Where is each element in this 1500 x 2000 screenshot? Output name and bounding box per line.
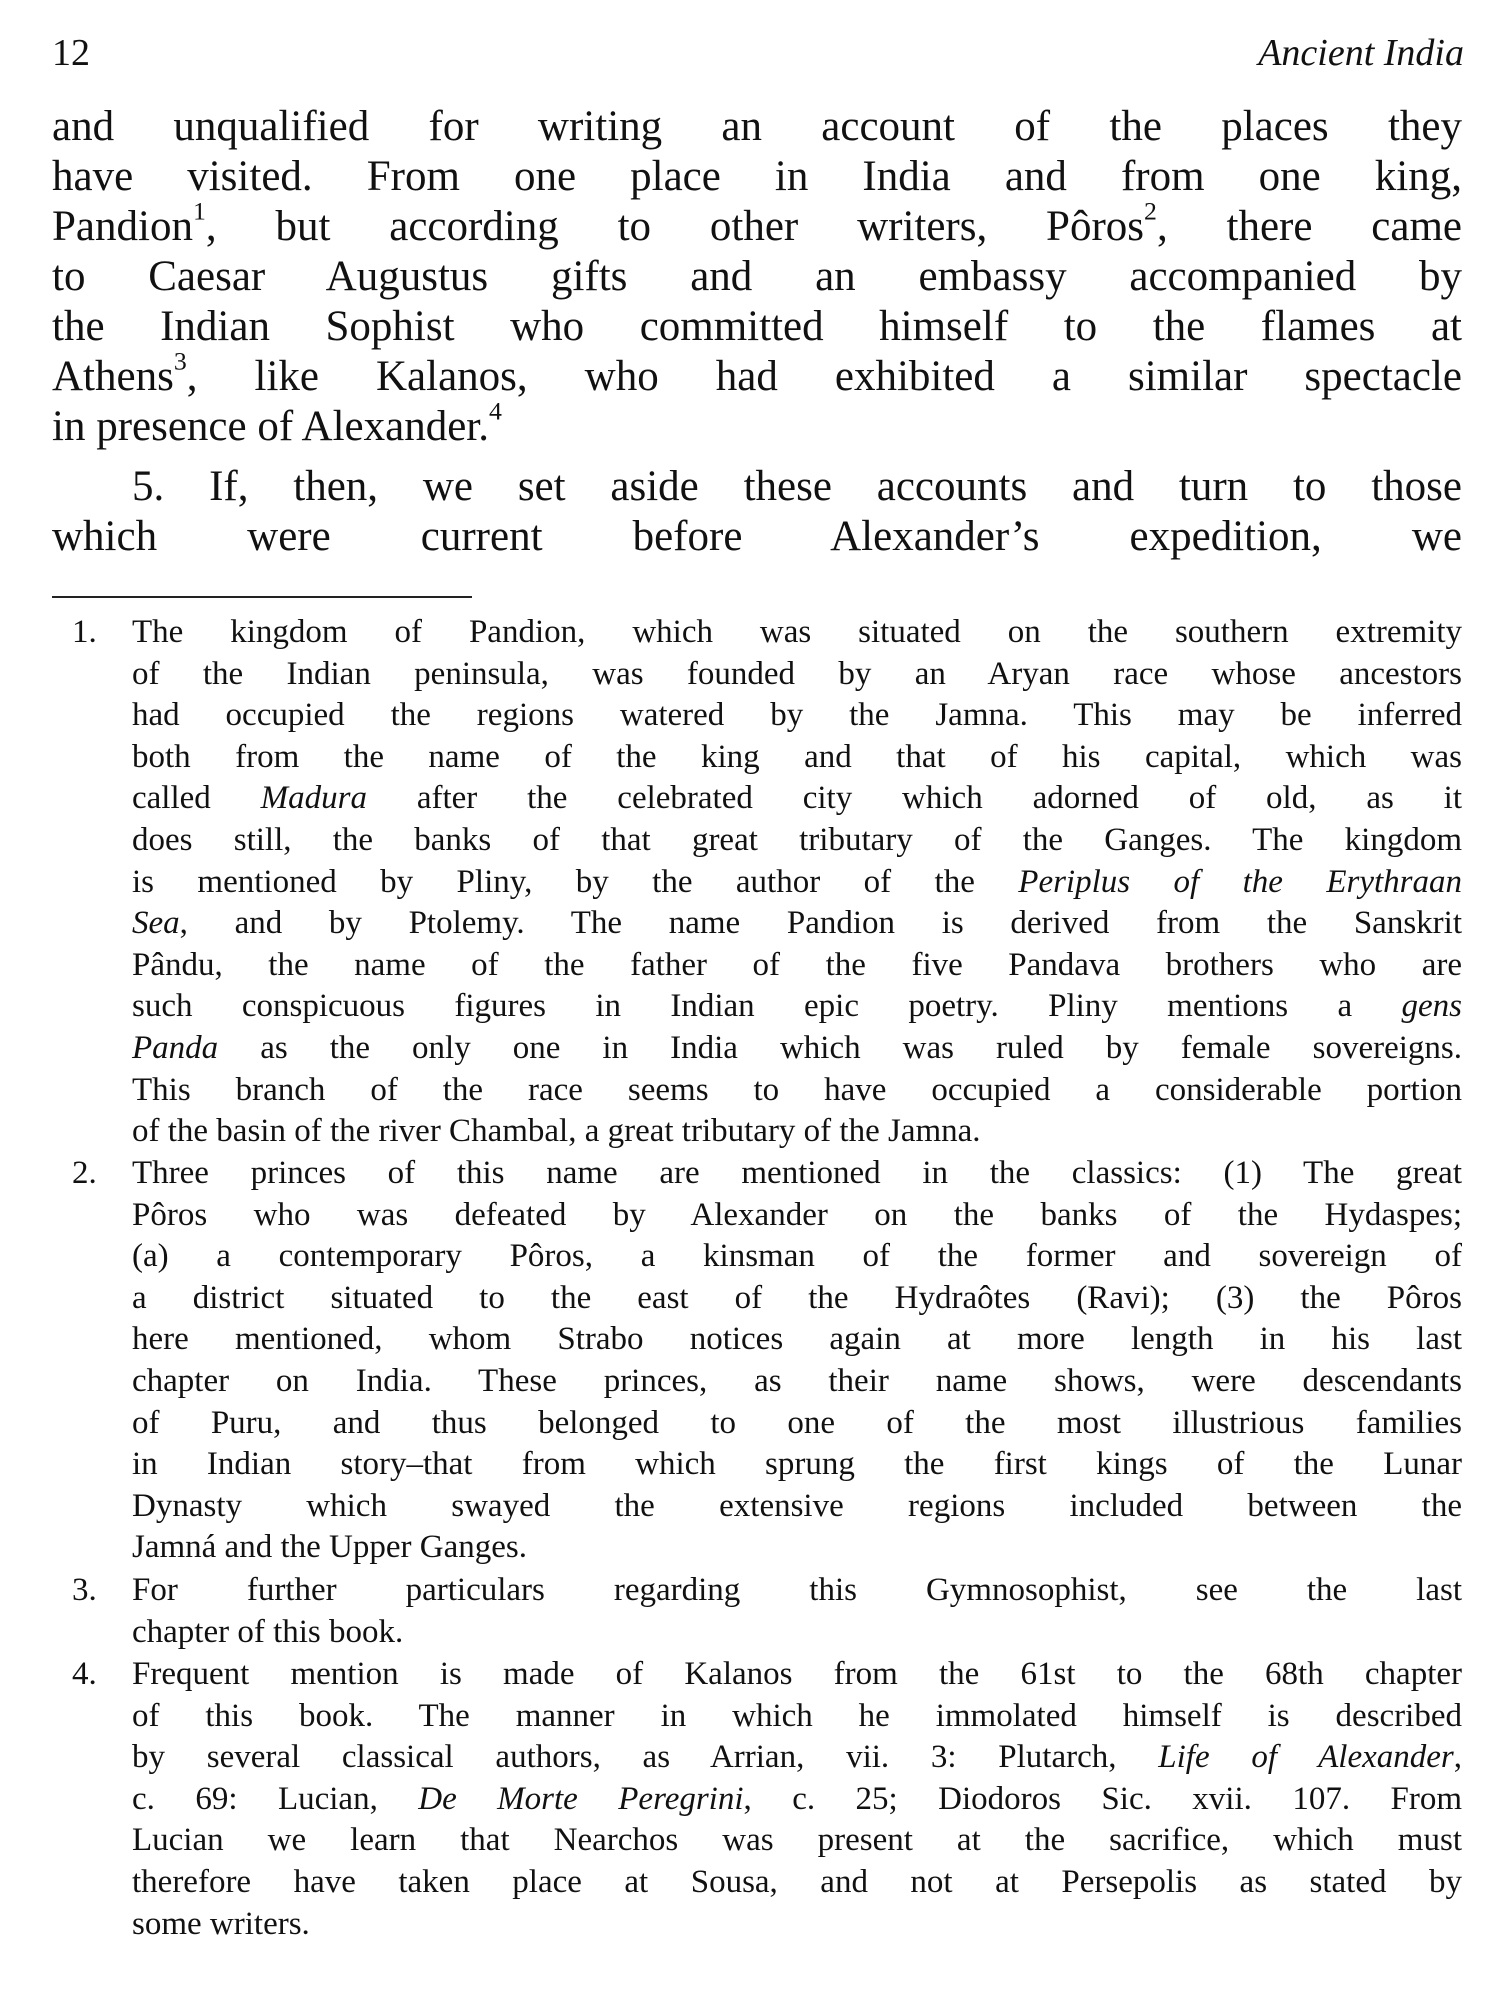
footnote-line [132,1028,1462,1068]
text-run: some writers. [132,1905,310,1942]
text-run: by several classical authors, as Arrian, vii. 3: Plutarch, [132,1739,1159,1776]
text-run: as the only one in India which was ruled by female sovereigns. [218,1030,1462,1066]
text-run: in Indian story–that from which sprung the first kings of the Lunar [132,1446,1462,1483]
text-run: , [1453,1739,1462,1776]
text-run: does still, the banks of that great tributary of the Ganges. The kingdom [132,822,1462,858]
text-run: Three princes of this name are mentioned in the classics: (1) The great [132,1155,1462,1191]
text-run: chapter on India. These princes, as their name shows, were descendants [132,1363,1462,1399]
footnote-line [132,1278,1462,1318]
body-line [52,346,1462,402]
text-run: which were current before Alexander’s expedition, we [52,513,1462,560]
text-run: , and by Ptolemy. The name Pandion is derived from the Sanskrit [179,905,1462,942]
text-run: in presence of Alexander. [52,403,489,450]
text-run: c. 69: Lucian, [132,1780,419,1817]
footnote-reference: 4 [489,396,502,426]
footnote-line [132,1361,1462,1401]
footnote-line [132,862,1462,902]
footnote-line [132,654,1462,694]
footnote-line [132,1654,1462,1694]
italic-text: De Morte Peregrini [418,1780,744,1817]
text-run: 5. If, then, we set aside these accounts and turn to those [132,463,1462,510]
paragraph-5-line [132,462,1462,512]
footnote-line [132,1862,1462,1902]
text-run: , like Kalanos, who had exhibited a similar spectacle [186,353,1462,400]
text-run: For further particulars regarding this Gymnosophist, see the last [132,1572,1462,1608]
footnote-line [132,1319,1462,1359]
text-run: Pôros who was defeated by Alexander on the banks of the Hydaspes; [132,1196,1462,1233]
text-run: to Caesar Augustus gifts and an embassy accompanied by [52,253,1462,300]
text-run: and unqualified for writing an account of the places they [52,103,1462,150]
text-run: , there came [1156,203,1463,250]
footnote-reference: 2 [1144,196,1157,226]
paragraph-5-line [52,512,1462,562]
body-line [52,396,1462,452]
footnote-line [132,945,1462,985]
text-run: is mentioned by Pliny, by the author of the [132,863,1019,900]
footnote-line [132,1486,1462,1526]
footnote-line [132,1236,1462,1276]
footnote-line [132,695,1462,735]
text-run: Jamná and the Upper Ganges. [132,1529,527,1566]
footnote-number: 1. [72,614,97,650]
text-run: This branch of the race seems to have occupied a considerable portion [132,1071,1462,1108]
body-line [52,102,1462,152]
footnote-line [132,1570,1462,1610]
text-run: , but according to other writers, Pôros [205,203,1145,250]
footnote-line [132,1403,1462,1443]
body-line [52,196,1463,252]
text-run: here mentioned, whom Strabo notices again at more length in his last [132,1321,1462,1358]
italic-text: gens [1401,988,1462,1025]
footnote-number: 4. [72,1656,97,1692]
text-run: Dynasty which swayed the extensive regions included between the [132,1487,1462,1524]
footnote-line [132,1612,1462,1652]
text-run: a district situated to the east of the Hydraôtes (Ravi); (3) the Pôros [132,1279,1462,1316]
footnote-separator-rule [52,596,472,598]
text-run: both from the name of the king and that of his capital, which was [132,738,1462,775]
text-run: have visited. From one place in India and from one king, [52,153,1462,200]
footnote-reference: 1 [192,196,206,226]
text-run: chapter of this book. [132,1613,404,1650]
text-run: of the basin of the river Chambal, a great tributary of the Jamna. [132,1113,981,1150]
footnote-line [132,1779,1462,1819]
text-run: (a) a contemporary Pôros, a kinsman of the former and sovereign of [132,1238,1462,1275]
text-run: of the Indian peninsula, was founded by an Aryan race whose ancestors [132,655,1462,692]
footnote-line [132,1820,1462,1860]
footnote-line [132,903,1462,943]
footnote-line [132,986,1462,1026]
italic-text: Panda [132,1030,219,1066]
footnote-line [132,1153,1462,1193]
italic-text: Life of Alexander [1158,1739,1454,1776]
text-run: Athens [52,353,174,400]
body-line [52,252,1462,302]
italic-text: Madura [260,780,367,817]
footnote-line [132,1696,1462,1736]
running-head: Ancient India [1258,32,1464,74]
text-run: after the celebrated city which adorned of old, as it [366,780,1463,817]
footnote-line [132,1111,1462,1151]
footnote-line [132,1070,1462,1110]
footnote-reference: 3 [173,346,187,376]
footnote-line [132,820,1462,860]
footnote-line [132,612,1462,652]
text-run: such conspicuous figures in Indian epic poetry. Pliny mentions a [132,988,1402,1025]
footnote-line [132,1444,1462,1484]
footnote-line [132,1904,1462,1944]
text-run: Pandion [52,203,193,250]
footnote-line [132,737,1462,777]
text-run: had occupied the regions watered by the Jamna. This may be inferred [132,697,1462,734]
text-run: therefore have taken place at Sousa, and not at Persepolis as stated by [132,1864,1462,1900]
page-number: 12 [52,32,90,74]
text-run: , c. 25; Diodoros Sic. xvii. 107. From [743,1780,1463,1817]
text-run: Frequent mention is made of Kalanos from the 61st to the 68th chapter [132,1656,1462,1692]
footnote-number: 2. [72,1155,97,1191]
italic-text: Sea [132,905,180,942]
text-run: of this book. The manner in which he immolated himself is described [132,1697,1462,1734]
text-run: called [132,780,261,817]
body-line [52,302,1462,352]
body-line [52,152,1462,202]
footnote-line [132,1737,1462,1777]
text-run: the Indian Sophist who committed himself to the flames at [52,303,1462,350]
text-run: Lucian we learn that Nearchos was present at the sacrifice, which must [132,1822,1462,1859]
footnote-line [132,1195,1462,1235]
text-run: The kingdom of Pandion, which was situated on the southern extremity [132,614,1462,650]
text-run: of Puru, and thus belonged to one of the most illustrious families [132,1404,1462,1441]
footnote-line [132,778,1462,818]
text-run: Pându, the name of the father of the five Pandava brothers who are [132,946,1462,983]
footnote-line [132,1527,1462,1567]
italic-text: Periplus of the Erythraan [1018,863,1462,900]
footnote-number: 3. [72,1572,97,1608]
